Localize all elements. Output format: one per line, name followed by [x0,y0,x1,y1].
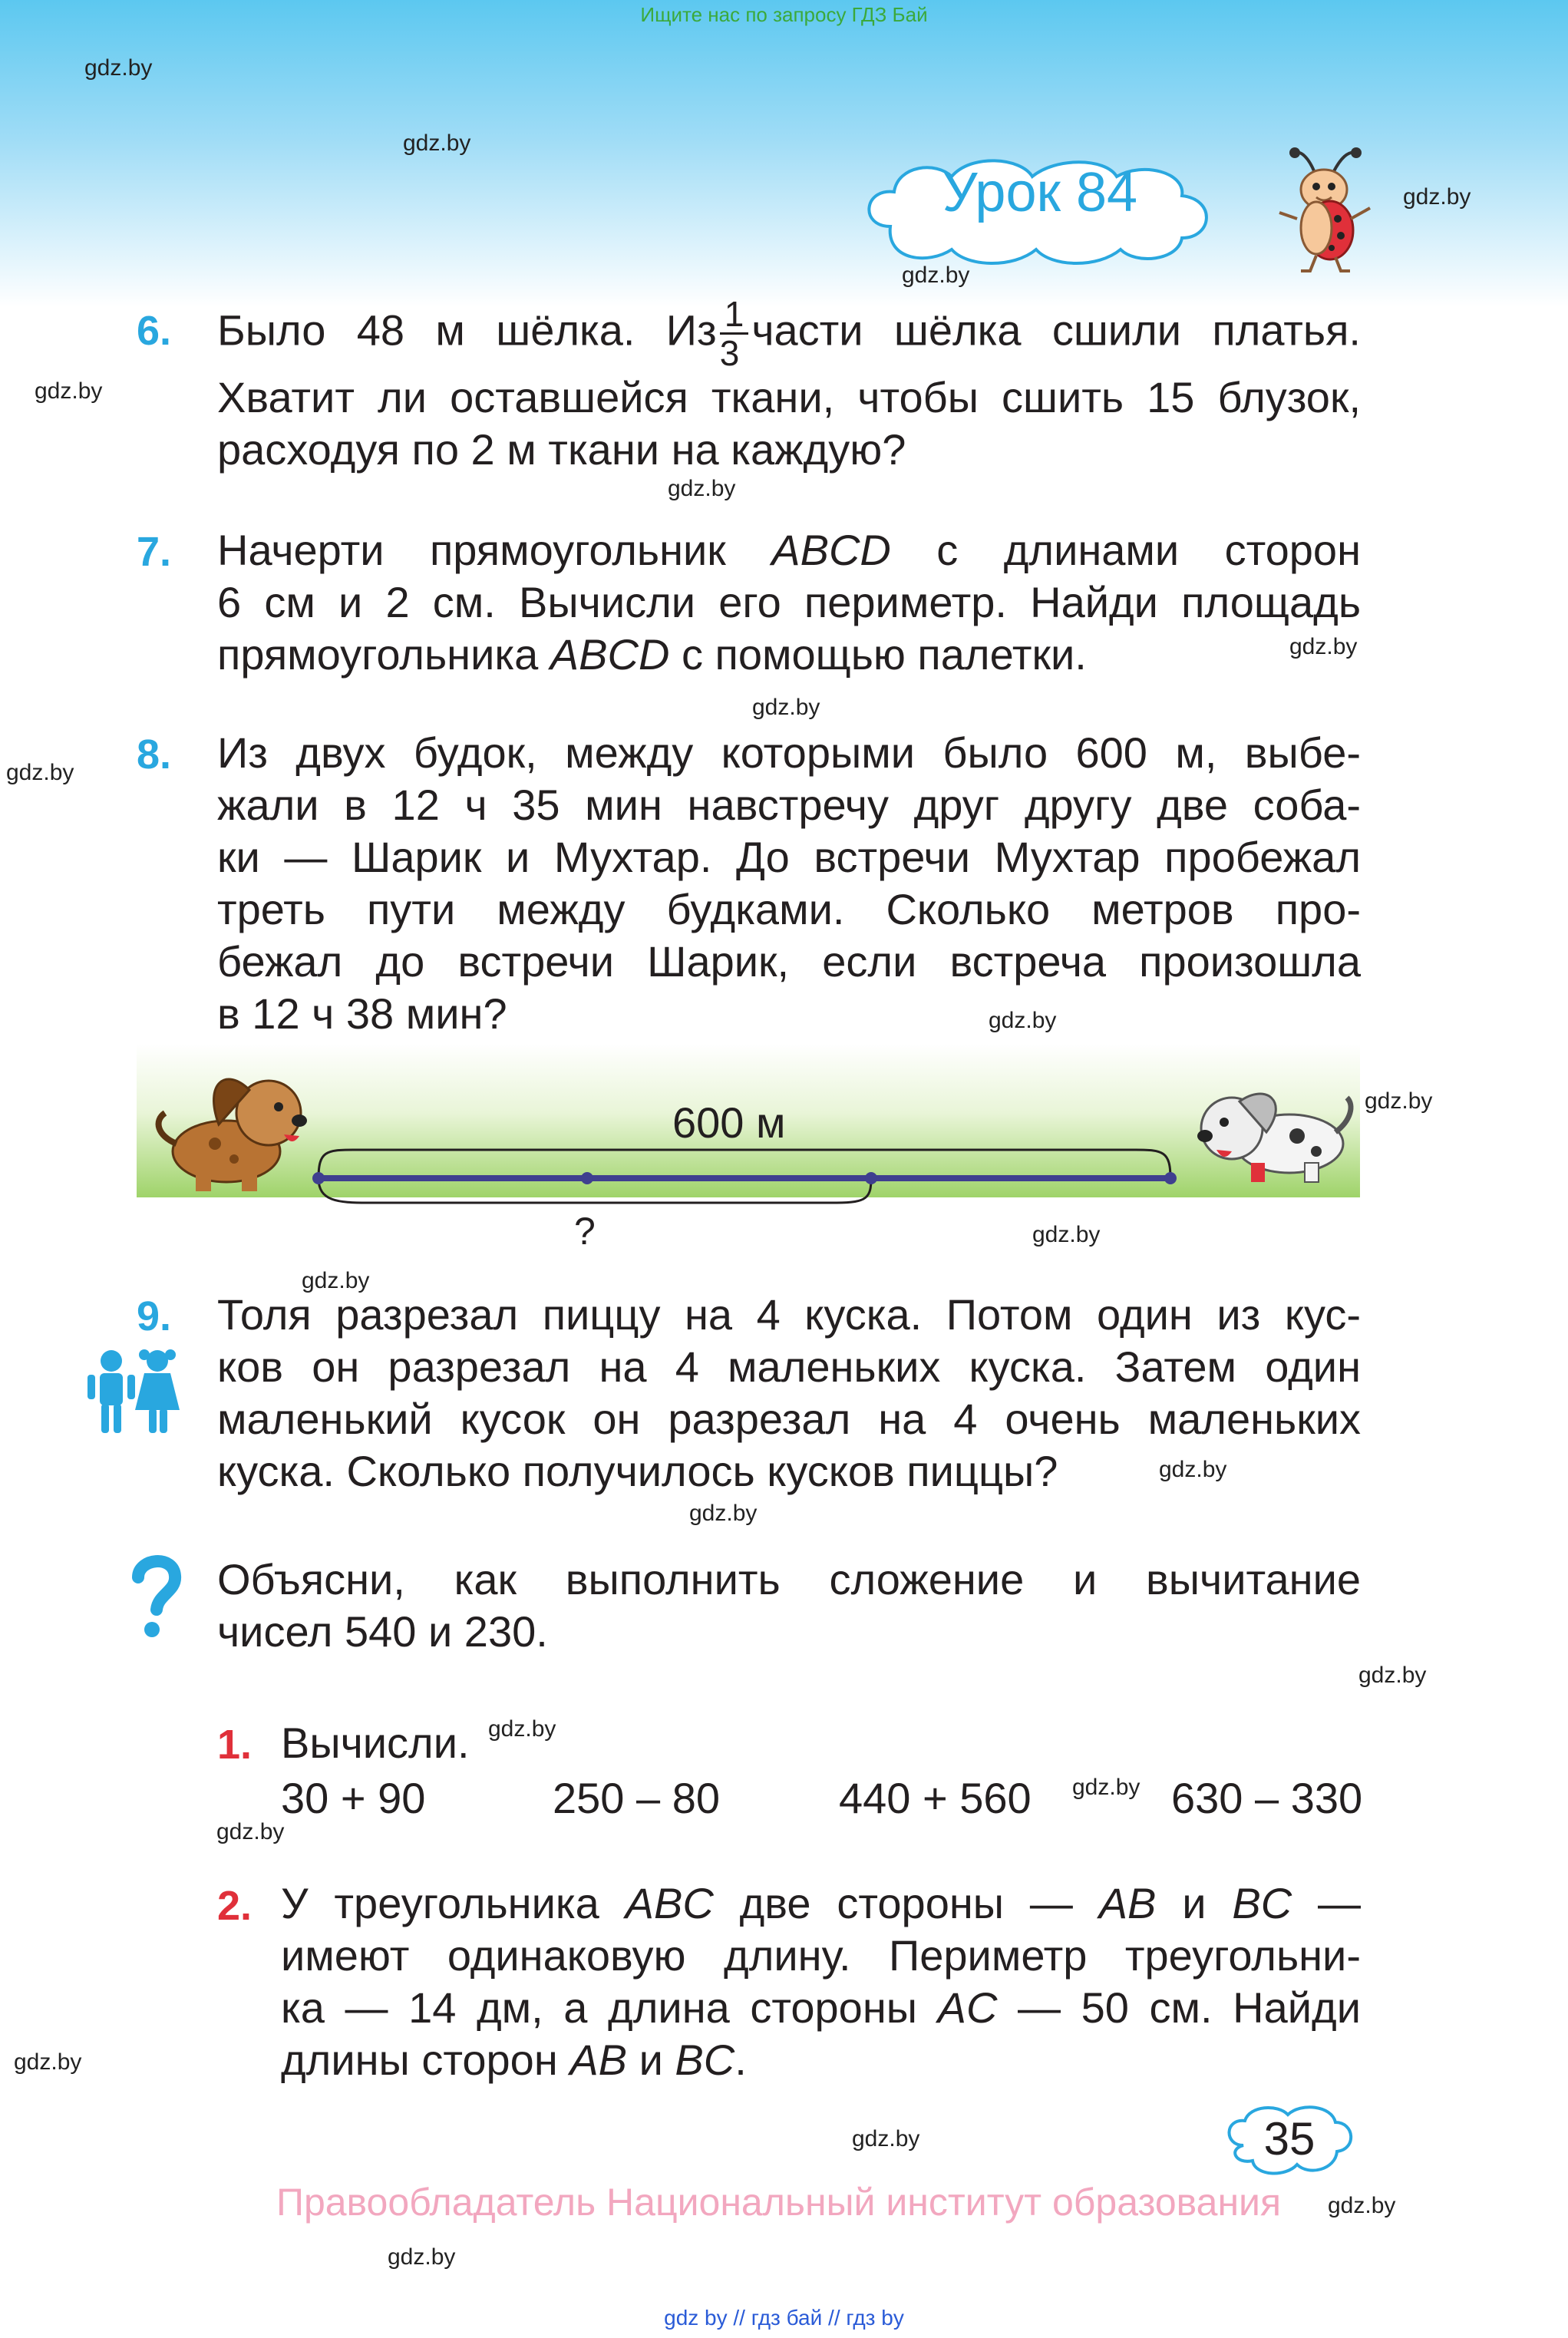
pair-work-icon [84,1347,184,1435]
watermark: gdz.by [1365,1088,1433,1114]
watermark: gdz.by [1403,184,1471,210]
fraction-one-third: $\frac{1}{3}$ [720,296,749,372]
watermark: gdz.by [35,378,103,404]
expression-4: 630 – 330 [1171,1774,1363,1822]
lesson-title: Урок 84 [942,162,1138,223]
watermark: gdz.by [388,2244,456,2270]
review-2-number: 2. [217,1883,253,1929]
task-8-number: 8. [137,731,172,778]
diagram-total-label: 600 м [672,1098,786,1147]
expression-2: 250 – 80 [553,1774,720,1822]
bottom-links[interactable]: gdz by // гдз бай // гдз by [664,2306,904,2330]
expression-3: 440 + 560 [839,1774,1032,1822]
watermark: gdz.by [1032,1222,1101,1247]
review-1-title: Вычисли. [281,1719,470,1767]
review-1-number: 1. [217,1722,253,1768]
watermark: gdz.by [488,1716,556,1742]
watermark: gdz.by [14,2049,82,2075]
watermark: gdz.by [1289,634,1358,659]
watermark: gdz.by [6,760,74,785]
copyright-notice: Правообладатель Национальный институт образования [276,2181,1282,2224]
watermark: gdz.by [852,2126,920,2151]
watermark: gdz.by [216,1819,285,1844]
watermark: gdz.by [1328,2193,1396,2218]
unknown-distance-bracket [319,1178,871,1203]
expression-1: 30 + 90 [281,1774,426,1822]
watermark: gdz.by [1159,1457,1227,1482]
watermark: gdz.by [1358,1663,1427,1688]
review-2-text: У треугольника ABC две стороны — AB и BC — имеют одинаковую длину. Периметр треугольни- ка — 14 дм, а длина стороны AC — 50 см. Найди длины сторон AB и BC. [281,1879,1362,2084]
ladybug-mascot-icon [1270,142,1385,276]
watermark: gdz.by [989,1008,1057,1033]
watermark: gdz.by [302,1268,370,1293]
watermark: gdz.by [1072,1775,1141,1800]
task-7-text: Начерти прямоугольник ABCD с длинами сторон 6 см и 2 см. Вычисли его периметр. Найди площадь прямоугольника ABCD с помощью палетки. [217,526,1362,679]
watermark: gdz.by [668,476,736,501]
dog-sharik-icon [142,1052,326,1197]
question-mark-icon [129,1554,183,1639]
task-6-text: Было 48 м шёлка. Из $\frac{1}{3}$ части шёлка сшили платья. Хватит ли оставшейся ткани, чтобы сшить 15 блузок, расходуя по 2 м ткани на каждую? [217,294,1361,474]
task-9-text: Толя разрезал пиццу на 4 куска. Потом один из кус- ков он разрезал на 4 маленьких куска. Затем один маленький кусок он разрезал на 4 очень маленьких куска. Сколько получилось кусков пиццы? [217,1290,1361,1495]
task-8-text: Из двух будок, между которыми было 600 м, выбе- жали в 12 ч 35 мин навстречу друг другу две соба- ки — Шарик и Мухтар. До встречи Мухтар пробежал треть пути между будками. Сколько метров про- бежал до встречи Шарик, если встреча произошла в 12 ч 38 мин? [217,728,1361,1038]
watermark: gdz.by [84,55,153,81]
diagram-question-label: ? [574,1210,596,1253]
watermark: gdz.by [689,1501,758,1526]
total-distance-bracket [319,1150,1170,1178]
watermark: gdz.by [403,130,471,156]
question-text: Объясни, как выполнить сложение и вычитание чисел 540 и 230. [217,1555,1361,1656]
watermark: gdz.by [902,263,970,288]
dog-mukhtar-icon [1174,1059,1362,1194]
watermark: gdz.by [752,695,820,720]
task-6-number: 6. [137,308,172,354]
task-9-number: 9. [137,1293,172,1339]
distance-diagram [307,1144,1182,1205]
top-banner[interactable]: Ищите нас по запросу ГДЗ Бай [640,3,928,26]
page-number: 35 [1263,2113,1315,2165]
task-7-number: 7. [137,529,172,575]
